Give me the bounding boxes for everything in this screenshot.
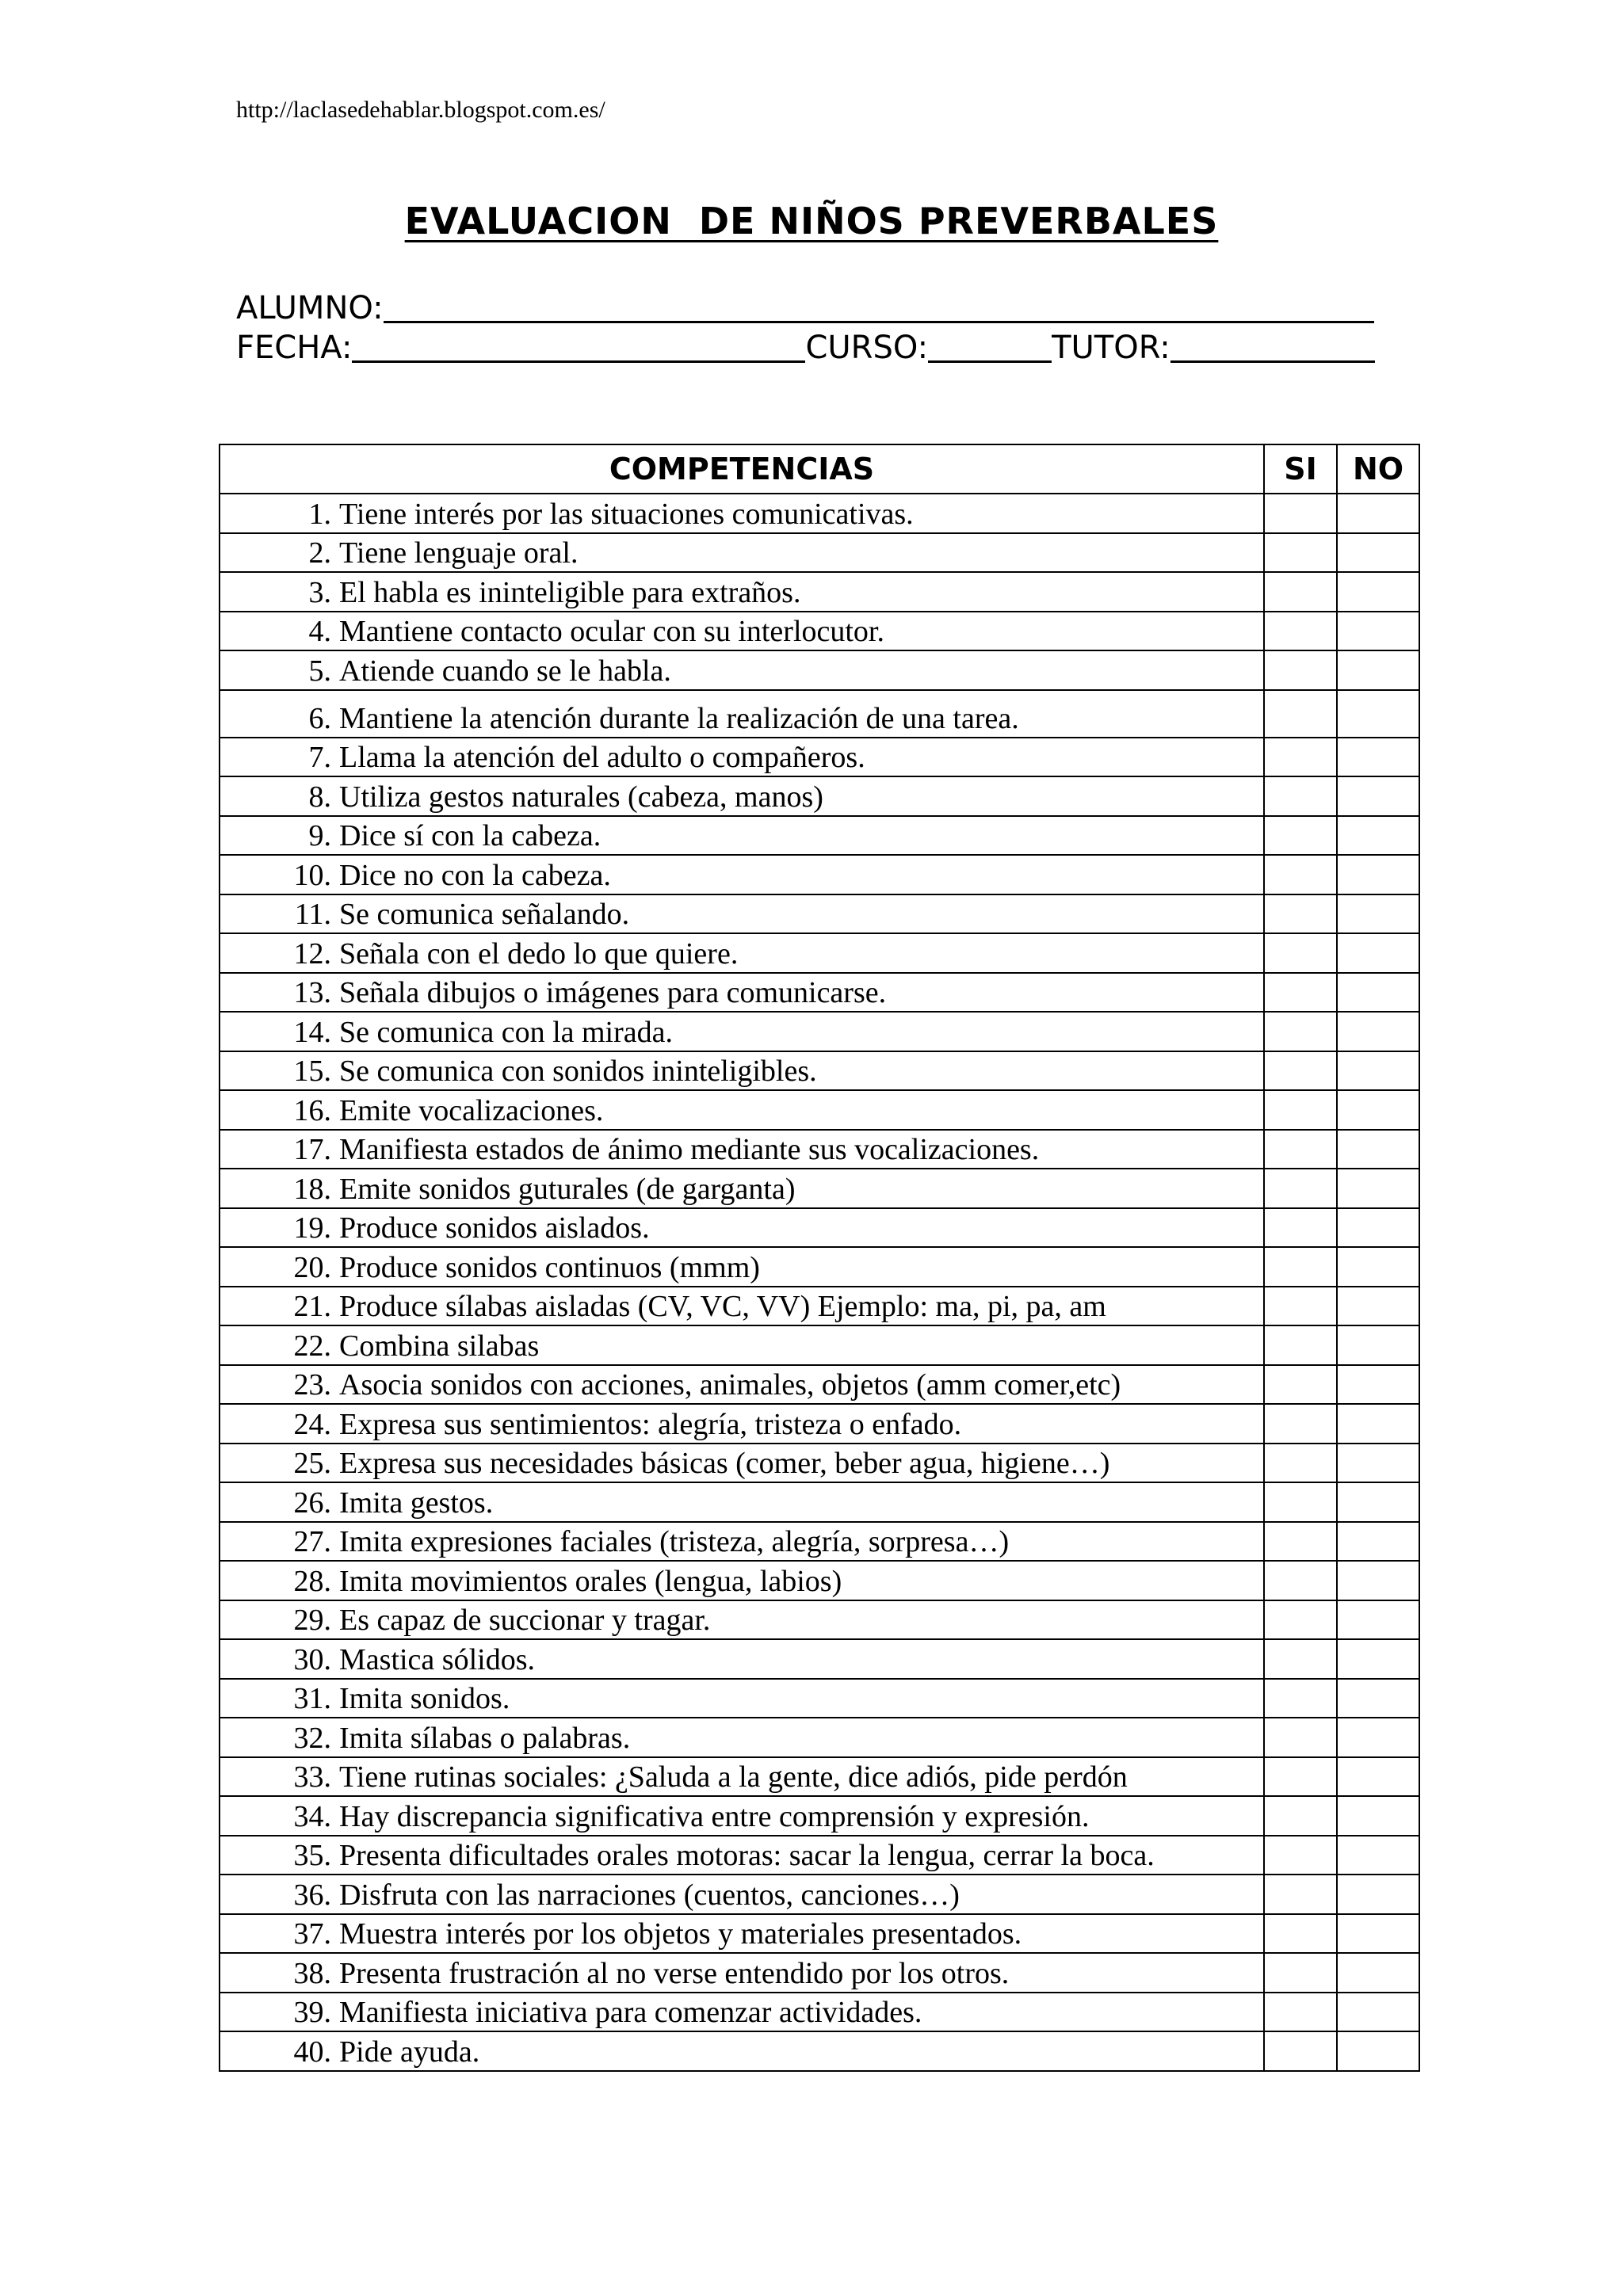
- competencia-cell: [220, 1522, 1264, 1562]
- item-text: Imita sílabas o palabras.: [339, 1721, 631, 1755]
- item-number: 34.: [293, 1799, 331, 1833]
- no-checkbox-cell[interactable]: [1337, 1404, 1419, 1444]
- item-text: Expresa sus sentimientos: alegría, tristeza o enfado.: [339, 1407, 962, 1441]
- si-checkbox-cell[interactable]: [1264, 1090, 1337, 1130]
- no-checkbox-cell[interactable]: [1337, 1993, 1419, 2032]
- item-text: Imita movimientos orales (lengua, labios): [339, 1564, 842, 1598]
- item-number: 22.: [293, 1329, 331, 1363]
- no-checkbox-cell[interactable]: [1337, 1051, 1419, 1091]
- si-checkbox-cell[interactable]: [1264, 2031, 1337, 2071]
- si-checkbox-cell[interactable]: [1264, 816, 1337, 856]
- page-title: EVALUACION DE NIÑOS PREVERBALES: [404, 200, 1219, 242]
- item-number: 37.: [293, 1917, 331, 1951]
- item-number: 15.: [293, 1055, 331, 1088]
- no-checkbox-cell[interactable]: [1337, 2031, 1419, 2071]
- table-row: [220, 1012, 1419, 1051]
- table-row: [220, 1169, 1419, 1208]
- item-number: 38.: [293, 1956, 331, 1990]
- si-checkbox-cell[interactable]: [1264, 1757, 1337, 1797]
- no-checkbox-cell[interactable]: [1337, 1718, 1419, 1757]
- no-checkbox-cell[interactable]: [1337, 1365, 1419, 1405]
- no-checkbox-cell[interactable]: [1337, 1325, 1419, 1365]
- item-text: Imita gestos.: [339, 1486, 494, 1520]
- no-checkbox-cell[interactable]: [1337, 894, 1419, 934]
- table-row: [220, 1365, 1419, 1405]
- si-checkbox-cell[interactable]: [1264, 1404, 1337, 1444]
- table-row: [220, 1679, 1419, 1718]
- competencias-header: COMPETENCIAS: [220, 444, 1264, 494]
- si-checkbox-cell[interactable]: [1264, 1561, 1337, 1600]
- competencia-cell: [220, 973, 1264, 1013]
- table-row: [220, 1600, 1419, 1640]
- no-checkbox-cell[interactable]: [1337, 690, 1419, 738]
- no-checkbox-cell[interactable]: [1337, 1444, 1419, 1483]
- no-checkbox-cell[interactable]: [1337, 1090, 1419, 1130]
- item-text: Utiliza gestos naturales (cabeza, manos): [339, 780, 823, 814]
- competencia-cell: [220, 1679, 1264, 1718]
- item-text: Mastica sólidos.: [339, 1642, 535, 1676]
- table-row: [220, 690, 1419, 738]
- item-text: Señala con el dedo lo que quiere.: [339, 936, 739, 971]
- si-checkbox-cell[interactable]: [1264, 1012, 1337, 1051]
- item-text: Mantiene contacto ocular con su interlocutor.: [339, 615, 884, 648]
- competencia-cell: [220, 1836, 1264, 1875]
- item-number: 12.: [293, 936, 331, 971]
- item-number: 35.: [293, 1839, 331, 1872]
- item-text: Llama la atención del adulto o compañeros.: [339, 741, 865, 774]
- fecha-curso-tutor-row: [236, 330, 1375, 366]
- competencia-cell: [220, 1561, 1264, 1600]
- si-checkbox-cell[interactable]: [1264, 1247, 1337, 1287]
- table-row: [220, 533, 1419, 573]
- item-number: 27.: [293, 1525, 331, 1558]
- no-checkbox-cell[interactable]: [1337, 1208, 1419, 1248]
- fecha-field[interactable]: [352, 332, 805, 363]
- table-row: [220, 1639, 1419, 1679]
- item-text: Tiene lenguaje oral.: [339, 536, 579, 570]
- item-text: Produce sílabas aisladas (CV, VC, VV) Ejemplo: ma, pi, pa, am: [339, 1290, 1106, 1323]
- si-checkbox-cell[interactable]: [1264, 1600, 1337, 1640]
- si-checkbox-cell[interactable]: [1264, 1287, 1337, 1326]
- si-checkbox-cell[interactable]: [1264, 612, 1337, 651]
- item-text: Emite sonidos guturales (de garganta): [339, 1172, 796, 1206]
- competencia-cell: [220, 1051, 1264, 1091]
- no-checkbox-cell[interactable]: [1337, 1836, 1419, 1875]
- competencia-cell: [220, 2031, 1264, 2071]
- table-row: [220, 494, 1419, 533]
- item-number: 24.: [293, 1407, 331, 1441]
- item-number: 25.: [293, 1447, 331, 1480]
- table-row: [220, 1404, 1419, 1444]
- table-row: [220, 1561, 1419, 1600]
- item-text: Es capaz de succionar y tragar.: [339, 1604, 711, 1637]
- table-row: [220, 1757, 1419, 1797]
- si-checkbox-cell[interactable]: [1264, 776, 1337, 816]
- si-checkbox-cell[interactable]: [1264, 933, 1337, 973]
- competencia-cell: [220, 690, 1264, 738]
- no-checkbox-cell[interactable]: [1337, 1287, 1419, 1326]
- item-number: 21.: [293, 1290, 331, 1323]
- no-checkbox-cell[interactable]: [1337, 1953, 1419, 1993]
- table-row: [220, 1444, 1419, 1483]
- competencia-cell: [220, 1247, 1264, 1287]
- item-text: Manifiesta iniciativa para comenzar actividades.: [339, 1996, 922, 2029]
- no-checkbox-cell[interactable]: [1337, 738, 1419, 777]
- no-checkbox-cell[interactable]: [1337, 855, 1419, 894]
- curso-field[interactable]: [928, 332, 1052, 363]
- competencia-cell: [220, 855, 1264, 894]
- item-number: 16.: [293, 1093, 331, 1127]
- no-checkbox-cell[interactable]: [1337, 1757, 1419, 1797]
- item-number: 10.: [293, 858, 331, 892]
- competencia-cell: [220, 1914, 1264, 1954]
- competencia-cell: [220, 738, 1264, 777]
- item-text: Manifiesta estados de ánimo mediante sus vocalizaciones.: [339, 1133, 1040, 1166]
- item-number: 23.: [293, 1368, 331, 1402]
- no-header: NO: [1337, 444, 1419, 494]
- alumno-field[interactable]: [384, 292, 1374, 323]
- table-header-row: [220, 444, 1419, 494]
- competencia-cell: [220, 1875, 1264, 1914]
- no-checkbox-cell[interactable]: [1337, 816, 1419, 856]
- table-row: [220, 612, 1419, 651]
- table-row: [220, 1914, 1419, 1954]
- item-text: Expresa sus necesidades básicas (comer, beber agua, higiene…): [339, 1447, 1110, 1480]
- tutor-label: TUTOR:: [1052, 330, 1170, 366]
- no-checkbox-cell[interactable]: [1337, 1130, 1419, 1169]
- si-header: SI: [1264, 444, 1337, 494]
- table-row: [220, 1953, 1419, 1993]
- item-text: Presenta frustración al no verse entendido por los otros.: [339, 1956, 1010, 1990]
- item-number: 5.: [308, 654, 331, 688]
- table-row: [220, 738, 1419, 777]
- competencia-cell: [220, 1365, 1264, 1405]
- si-checkbox-cell[interactable]: [1264, 1796, 1337, 1836]
- si-checkbox-cell[interactable]: [1264, 1639, 1337, 1679]
- no-checkbox-cell[interactable]: [1337, 973, 1419, 1013]
- item-text: Pide ayuda.: [339, 2035, 480, 2069]
- competencia-cell: [220, 1090, 1264, 1130]
- competencia-cell: [220, 1757, 1264, 1797]
- no-checkbox-cell[interactable]: [1337, 776, 1419, 816]
- si-checkbox-cell[interactable]: [1264, 1836, 1337, 1875]
- table-row: [220, 1836, 1419, 1875]
- item-number: 36.: [293, 1878, 331, 1912]
- si-checkbox-cell[interactable]: [1264, 1325, 1337, 1365]
- item-number: 32.: [293, 1721, 331, 1755]
- item-number: 39.: [293, 1996, 331, 2029]
- si-checkbox-cell[interactable]: [1264, 1051, 1337, 1091]
- item-text: Tiene interés por las situaciones comunicativas.: [339, 497, 914, 531]
- no-checkbox-cell[interactable]: [1337, 572, 1419, 612]
- competencia-cell: [220, 894, 1264, 934]
- si-checkbox-cell[interactable]: [1264, 650, 1337, 690]
- table-row: [220, 1208, 1419, 1248]
- si-checkbox-cell[interactable]: [1264, 572, 1337, 612]
- si-checkbox-cell[interactable]: [1264, 855, 1337, 894]
- item-text: Produce sonidos continuos (mmm): [339, 1250, 760, 1284]
- item-text: Dice no con la cabeza.: [339, 858, 611, 892]
- item-text: Dice sí con la cabeza.: [339, 819, 601, 852]
- item-text: Combina silabas: [339, 1329, 540, 1363]
- table-row: [220, 1130, 1419, 1169]
- item-number: 3.: [308, 575, 331, 609]
- no-checkbox-cell[interactable]: [1337, 1169, 1419, 1208]
- item-number: 18.: [293, 1172, 331, 1206]
- item-text: Atiende cuando se le habla.: [339, 654, 671, 688]
- fecha-label: FECHA:: [236, 330, 353, 366]
- competencia-cell: [220, 1287, 1264, 1326]
- table-row: [220, 1482, 1419, 1522]
- competencia-cell: [220, 1012, 1264, 1051]
- item-text: Imita expresiones faciales (tristeza, alegría, sorpresa…): [339, 1525, 1010, 1558]
- no-checkbox-cell[interactable]: [1337, 494, 1419, 533]
- si-checkbox-cell[interactable]: [1264, 1914, 1337, 1954]
- item-number: 19.: [293, 1211, 331, 1245]
- competencia-cell: [220, 1444, 1264, 1483]
- alumno-row: [236, 290, 1374, 326]
- competencia-cell: [220, 776, 1264, 816]
- no-checkbox-cell[interactable]: [1337, 1561, 1419, 1600]
- no-checkbox-cell[interactable]: [1337, 1679, 1419, 1718]
- no-checkbox-cell[interactable]: [1337, 1482, 1419, 1522]
- competencia-cell: [220, 1208, 1264, 1248]
- competencia-cell: [220, 1482, 1264, 1522]
- item-text: Disfruta con las narraciones (cuentos, canciones…): [339, 1878, 960, 1912]
- item-text: Presenta dificultades orales motoras: sacar la lengua, cerrar la boca.: [339, 1839, 1155, 1872]
- si-checkbox-cell[interactable]: [1264, 1718, 1337, 1757]
- competencia-cell: [220, 1718, 1264, 1757]
- si-checkbox-cell[interactable]: [1264, 1953, 1337, 1993]
- item-number: 40.: [293, 2035, 331, 2069]
- competencia-cell: [220, 1169, 1264, 1208]
- item-text: Se comunica señalando.: [339, 898, 630, 931]
- item-text: Se comunica con sonidos ininteligibles.: [339, 1055, 817, 1088]
- source-url: http://laclasedehablar.blogspot.com.es/: [236, 97, 605, 123]
- item-text: Emite vocalizaciones.: [339, 1093, 604, 1127]
- competencia-cell: [220, 1600, 1264, 1640]
- competencia-cell: [220, 1993, 1264, 2032]
- item-text: Señala dibujos o imágenes para comunicarse.: [339, 976, 887, 1009]
- table-row: [220, 816, 1419, 856]
- item-number: 29.: [293, 1604, 331, 1637]
- si-checkbox-cell[interactable]: [1264, 1875, 1337, 1914]
- no-checkbox-cell[interactable]: [1337, 1639, 1419, 1679]
- no-checkbox-cell[interactable]: [1337, 933, 1419, 973]
- item-text: Muestra interés por los objetos y materiales presentados.: [339, 1917, 1022, 1951]
- table-row: [220, 650, 1419, 690]
- si-checkbox-cell[interactable]: [1264, 1522, 1337, 1562]
- item-number: 1.: [308, 497, 331, 531]
- item-number: 13.: [293, 976, 331, 1009]
- item-number: 30.: [293, 1642, 331, 1676]
- competencia-cell: [220, 1796, 1264, 1836]
- si-checkbox-cell[interactable]: [1264, 738, 1337, 777]
- item-text: Se comunica con la mirada.: [339, 1015, 674, 1049]
- table-body: [220, 494, 1419, 2071]
- competencia-cell: [220, 533, 1264, 573]
- item-text: El habla es ininteligible para extraños.: [339, 575, 801, 609]
- si-checkbox-cell[interactable]: [1264, 1169, 1337, 1208]
- no-checkbox-cell[interactable]: [1337, 1600, 1419, 1640]
- table-row: [220, 1247, 1419, 1287]
- si-checkbox-cell[interactable]: [1264, 894, 1337, 934]
- item-number: 7.: [308, 741, 331, 774]
- competencias-table: [219, 444, 1420, 2072]
- item-text: Imita sonidos.: [339, 1682, 510, 1715]
- item-text: Asocia sonidos con acciones, animales, objetos (amm comer,etc): [339, 1368, 1121, 1402]
- item-number: 8.: [308, 780, 331, 814]
- item-number: 20.: [293, 1250, 331, 1284]
- si-checkbox-cell[interactable]: [1264, 1993, 1337, 2032]
- competencia-cell: [220, 1130, 1264, 1169]
- alumno-label: ALUMNO:: [236, 290, 384, 326]
- table-row: [220, 933, 1419, 973]
- item-text: Hay discrepancia significativa entre comprensión y expresión.: [339, 1799, 1090, 1833]
- item-number: 4.: [308, 615, 331, 648]
- item-number: 6.: [308, 701, 331, 735]
- no-checkbox-cell[interactable]: [1337, 1875, 1419, 1914]
- si-checkbox-cell[interactable]: [1264, 690, 1337, 738]
- competencia-cell: [220, 933, 1264, 973]
- competencia-cell: [220, 650, 1264, 690]
- item-number: 31.: [293, 1682, 331, 1715]
- si-checkbox-cell[interactable]: [1264, 1679, 1337, 1718]
- item-number: 33.: [293, 1760, 331, 1794]
- no-checkbox-cell[interactable]: [1337, 1522, 1419, 1562]
- si-checkbox-cell[interactable]: [1264, 973, 1337, 1013]
- table-row: [220, 1875, 1419, 1914]
- item-number: 14.: [293, 1015, 331, 1049]
- no-checkbox-cell[interactable]: [1337, 533, 1419, 573]
- table-row: [220, 1287, 1419, 1326]
- item-number: 17.: [293, 1133, 331, 1166]
- si-checkbox-cell[interactable]: [1264, 1365, 1337, 1405]
- no-checkbox-cell[interactable]: [1337, 1914, 1419, 1954]
- table-row: [220, 973, 1419, 1013]
- item-number: 11.: [294, 898, 331, 931]
- si-checkbox-cell[interactable]: [1264, 533, 1337, 573]
- table-row: [220, 572, 1419, 612]
- competencia-cell: [220, 494, 1264, 533]
- competencia-cell: [220, 1953, 1264, 1993]
- table-row: [220, 1522, 1419, 1562]
- competencia-cell: [220, 572, 1264, 612]
- item-text: Tiene rutinas sociales: ¿Saluda a la gente, dice adiós, pide perdón: [339, 1760, 1128, 1794]
- si-checkbox-cell[interactable]: [1264, 494, 1337, 533]
- table-row: [220, 1718, 1419, 1757]
- no-checkbox-cell[interactable]: [1337, 650, 1419, 690]
- table-row: [220, 1090, 1419, 1130]
- table-row: [220, 776, 1419, 816]
- item-text: Mantiene la atención durante la realización de una tarea.: [339, 701, 1019, 735]
- item-number: 9.: [308, 819, 331, 852]
- competencia-cell: [220, 1639, 1264, 1679]
- table-row: [220, 1796, 1419, 1836]
- table-row: [220, 855, 1419, 894]
- item-number: 2.: [308, 536, 331, 570]
- table-row: [220, 1993, 1419, 2032]
- item-text: Produce sonidos aislados.: [339, 1211, 650, 1245]
- si-checkbox-cell[interactable]: [1264, 1130, 1337, 1169]
- curso-label: CURSO:: [805, 330, 929, 366]
- competencia-cell: [220, 1325, 1264, 1365]
- no-checkbox-cell[interactable]: [1337, 1247, 1419, 1287]
- no-checkbox-cell[interactable]: [1337, 612, 1419, 651]
- tutor-field[interactable]: [1170, 332, 1375, 363]
- si-checkbox-cell[interactable]: [1264, 1208, 1337, 1248]
- table-row: [220, 1325, 1419, 1365]
- si-checkbox-cell[interactable]: [1264, 1482, 1337, 1522]
- table-row: [220, 894, 1419, 934]
- table-row: [220, 2031, 1419, 2071]
- no-checkbox-cell[interactable]: [1337, 1012, 1419, 1051]
- no-checkbox-cell[interactable]: [1337, 1796, 1419, 1836]
- si-checkbox-cell[interactable]: [1264, 1444, 1337, 1483]
- competencia-cell: [220, 816, 1264, 856]
- table-row: [220, 1051, 1419, 1091]
- item-number: 28.: [293, 1564, 331, 1598]
- item-number: 26.: [293, 1486, 331, 1520]
- competencia-cell: [220, 612, 1264, 651]
- competencia-cell: [220, 1404, 1264, 1444]
